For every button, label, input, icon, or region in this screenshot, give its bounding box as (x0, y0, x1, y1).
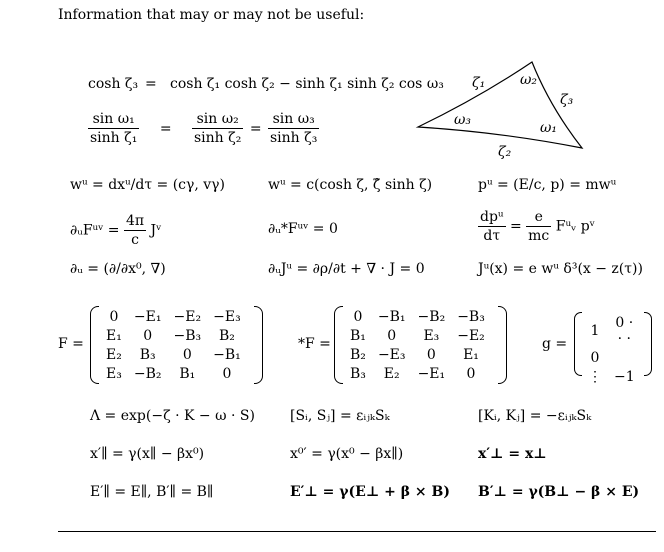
matrix-dualF-table (344, 307, 491, 383)
matrix-g-cell: 1 (590, 323, 600, 339)
cosh-law-equals: = (145, 76, 157, 92)
continuity-eq: ∂ᵤJᵘ = ∂ρ/∂t + ∇ · J = 0 (268, 261, 425, 277)
matrix-dualF-cell: −B₃ (457, 308, 485, 325)
matrix-dualF-cell: −B₁ (377, 308, 406, 325)
matrix-dualF-row (344, 345, 491, 364)
matrix-dualF-cell: −B₂ (417, 308, 446, 325)
bianchi-eq: ∂ᵤ*Fᵘᵛ = 0 (268, 221, 338, 237)
current-density-eq: Jᵘ(x) = e wᵘ δ³(x − z(τ)) (478, 261, 643, 277)
matrix-g-table (582, 314, 641, 386)
matrix-F-table (100, 307, 247, 383)
matrix-F-row (100, 345, 247, 364)
matrix-F-cell: −E₁ (133, 308, 162, 325)
matrix-dualF-cell: 0 (466, 365, 476, 382)
matrix-dualF-cell: 0 (387, 327, 397, 344)
matrix-g-row (582, 314, 641, 348)
triangle-outline (418, 62, 582, 148)
perp-B-transform: B′⊥ = γ(B⊥ − β × E) (478, 484, 640, 500)
matrix-g-label: g = (542, 336, 568, 352)
label-omega2: ω₂ (520, 72, 538, 88)
matrix-g-cell: 0 · · · (615, 315, 634, 347)
label-zeta1: ζ₁ (472, 75, 486, 91)
sine-law: $\frac{\text{sin ω₁}}{\text{sinh ζ₁}}$ = $\frac{\text{sin ω₂}}{\text{sinh ζ₂}}$ = $\frac{\text{sin ω₃}}{\text{sinh ζ₃}}$ (90, 111, 318, 146)
matrix-F-cell: E₂ (106, 346, 122, 363)
cosh-law-lhs: cosh ζ₃ (88, 76, 139, 92)
hyperbolic-triangle-diagram (410, 52, 600, 162)
matrix-F-cell: −B₂ (133, 365, 162, 382)
sine-frac-2: $\frac{\text{sin ω₂}}{\text{sinh ζ₂}}$ (194, 111, 242, 146)
matrix-g-cell: ⋮ (588, 368, 602, 385)
matrix-F-cell: B₁ (179, 365, 196, 382)
matrix-dualF-label: *F = (298, 336, 331, 352)
matrix-dualF-cell: −E₁ (417, 365, 446, 382)
matrix-F-label: F = (58, 336, 84, 352)
label-omega3: ω₃ (454, 112, 472, 128)
matrix-F-cell: E₁ (106, 327, 122, 344)
matrix-F-cell: −E₂ (173, 308, 202, 325)
perp-E-transform: E′⊥ = γ(E⊥ + β × B) (290, 484, 450, 500)
sine-frac-3: $\frac{\text{sin ω₃}}{\text{sinh ζ₃}}$ (270, 111, 318, 146)
matrix-F-cell: −E₃ (213, 308, 241, 325)
boost-commutator-eq: [Kᵢ, Kⱼ] = −εᵢⱼₖSₖ (478, 408, 592, 424)
matrix-F-cell: 0 (109, 308, 119, 325)
bottom-rule (58, 531, 656, 532)
matrix-F-cell: −B₁ (213, 346, 241, 363)
header-text: Information that may or may not be useful: (58, 7, 365, 23)
matrix-F-row (100, 326, 247, 345)
matrix-dualF-cell: E₁ (463, 346, 479, 363)
label-zeta2: ζ₂ (498, 144, 512, 160)
matrix-dualF-cell: 0 (426, 346, 436, 363)
parallel-x-transform: x′∥ = γ(x∥ − βx⁰) (90, 446, 205, 462)
matrix-dualF-cell: −E₂ (457, 327, 485, 344)
matrix-F-cell: 0 (222, 365, 232, 382)
matrix-F-cell: E₃ (106, 365, 122, 382)
matrix-dualF-row (344, 364, 491, 383)
matrix-dualF-cell: E₂ (383, 365, 400, 382)
matrix-dualF-cell: B₃ (350, 365, 366, 382)
matrix-F-cell: 0 (182, 346, 192, 363)
cosh-law-rhs: cosh ζ₁ cosh ζ₂ − sinh ζ₁ sinh ζ₂ cos ω₃ (170, 76, 444, 92)
matrix-g-cell: 0 (590, 349, 600, 366)
matrix-dualF-cell: B₂ (350, 346, 366, 363)
matrix-dualF-row (344, 326, 491, 345)
label-zeta3: ζ₃ (560, 92, 574, 108)
matrix-dualF-cell: −E₃ (377, 346, 406, 363)
rapidity-velocity-eq: wᵘ = c(cosh ζ, ζ̂ sinh ζ) (268, 177, 433, 193)
matrix-F-cell: B₂ (218, 327, 235, 344)
matrix-g-row (582, 348, 641, 367)
lorentz-generator-eq: Λ = exp(−ζ · K − ω · S) (90, 408, 255, 424)
time-transform: x⁰′ = γ(x⁰ − βx∥) (290, 446, 404, 462)
matrix-F-cell: B₃ (139, 346, 156, 363)
perp-x-transform: x′⊥ = x⊥ (478, 446, 547, 462)
matrix-g-cell (608, 348, 641, 367)
label-omega1: ω₁ (540, 120, 558, 136)
sine-frac-1: $\frac{\text{sin ω₁}}{\text{sinh ζ₁}}$ (90, 111, 138, 146)
four-velocity-eq: wᵘ = dxᵘ/dτ = (cγ, vγ) (70, 177, 226, 193)
matrix-F-row (100, 307, 247, 326)
maxwell-eq: ∂ᵤFᵘᵛ = $\frac{4\pi}{c}$ Jᵛ (70, 213, 162, 248)
matrix-g-row (582, 367, 641, 386)
matrix-dualF-cell: E₃ (423, 327, 440, 344)
matrix-g-cell: −1 (614, 368, 635, 385)
four-gradient-eq: ∂ᵤ = (∂/∂x⁰, ∇) (70, 261, 166, 277)
lorentz-force-eq: $\frac{\text{dpᵘ}}{d\tau}$ = $\frac{e}{mc}$ Fᵘᵥ pᵛ (480, 209, 595, 244)
matrix-F-cell: 0 (143, 327, 153, 344)
matrix-dualF-row (344, 307, 491, 326)
matrix-dualF-cell: 0 (353, 308, 363, 325)
four-momentum-eq: pᵘ = (E/c, p) = mwᵘ (478, 177, 617, 193)
parallel-field-transform: E′∥ = E∥, B′∥ = B∥ (90, 484, 214, 500)
matrix-dualF-cell: B₁ (350, 327, 366, 344)
matrix-F-cell: −B₃ (173, 327, 202, 344)
matrix-F-row (100, 364, 247, 383)
rotation-commutator-eq: [Sᵢ, Sⱼ] = εᵢⱼₖSₖ (290, 408, 390, 424)
